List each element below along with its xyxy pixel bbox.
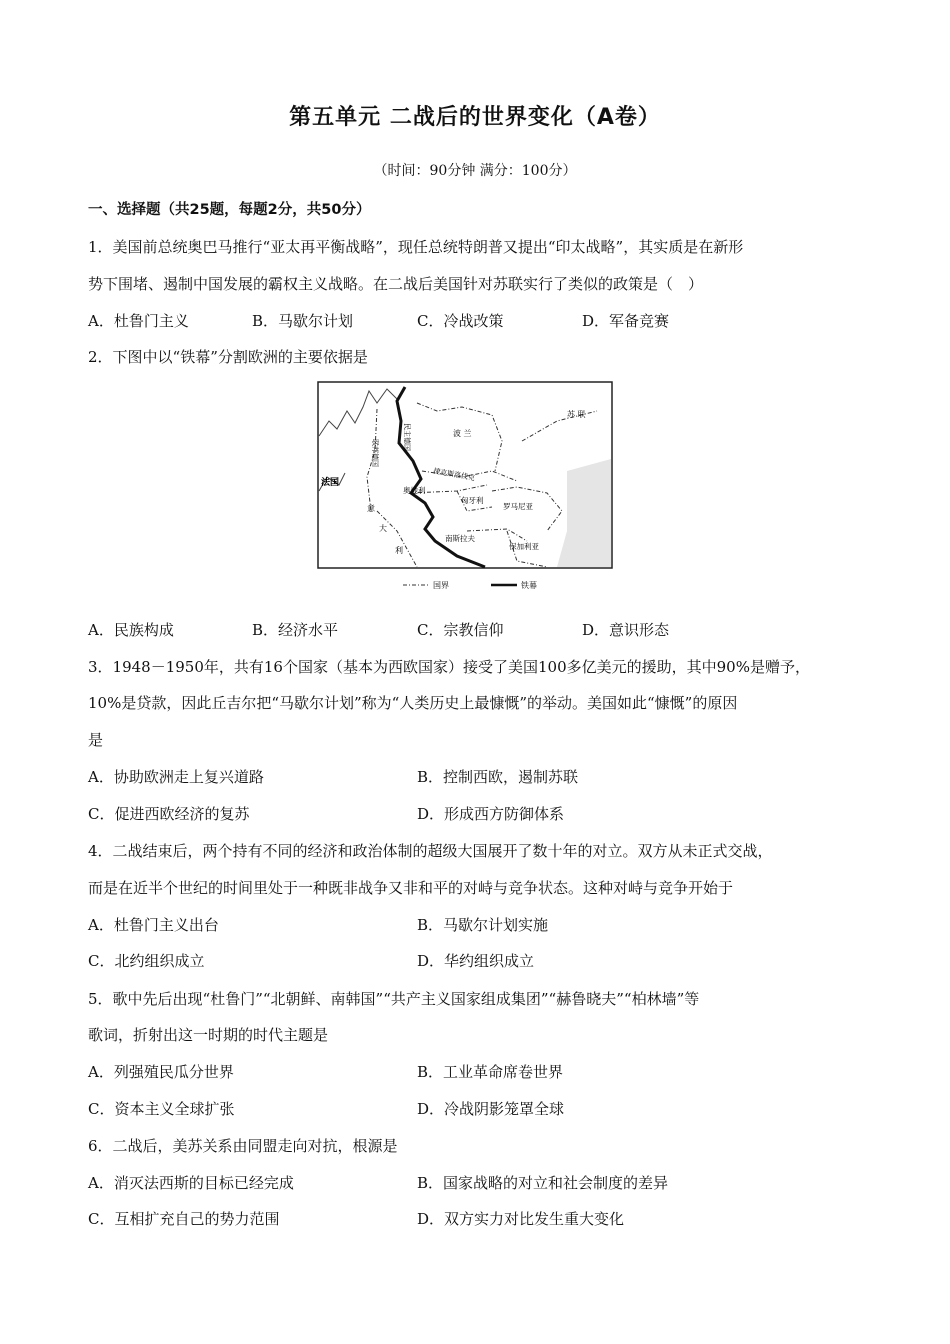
legend-border-label: 国界	[433, 581, 449, 590]
q3-option-c[interactable]: C．促进西欧经济的复苏	[88, 805, 250, 823]
q1-option-c[interactable]: C．冷战改策	[417, 312, 504, 330]
map-label-italy-2: 大	[379, 524, 387, 533]
map-label-austria: 奥地利	[403, 486, 426, 495]
question-1-text: 1．美国前总统奥巴马推行“亚太再平衡战略”，现任总统特朗普又提出“印太战略”，其实质是在新形	[88, 238, 744, 256]
q5-option-a[interactable]: A．列强殖民瓜分世界	[88, 1063, 234, 1081]
legend-curtain-label: 铁幕	[521, 581, 537, 590]
q1-option-d[interactable]: D．军备竞赛	[582, 312, 670, 330]
q1-option-a[interactable]: A．杜鲁门主义	[88, 312, 189, 330]
q4-option-b[interactable]: B．马歇尔计划实施	[417, 916, 549, 934]
q4-option-c[interactable]: C．北约组织成立	[88, 952, 205, 970]
question-6-text: 6．二战后，美苏关系由同盟走向对抗，根源是	[88, 1137, 398, 1155]
q5-option-c[interactable]: C．资本主义全球扩张	[88, 1100, 235, 1118]
map-label-france: 法国	[321, 478, 340, 488]
question-5-text-cont: 歌词，折射出这一时期的时代主题是	[88, 1026, 329, 1044]
question-3-text-cont: 10%是贷款，因此丘吉尔把“马歇尔计划”称为“人类历史上最慷慨”的举动。美国如此“慷慨”的原因	[88, 694, 738, 712]
q5-option-b[interactable]: B．工业革命席卷世界	[417, 1063, 564, 1081]
map-label-hungary: 匈牙利	[461, 496, 484, 505]
q3-option-d[interactable]: D．形成西方防御体系	[417, 805, 565, 823]
q4-option-d[interactable]: D．华约组织成立	[417, 952, 535, 970]
q2-option-b[interactable]: B．经济水平	[252, 621, 339, 639]
q4-option-a[interactable]: A．杜鲁门主义出台	[88, 916, 219, 934]
question-3-text: 3．1948－1950年，共有16个国家（基本为西欧国家）接受了美国100多亿美元的援助，其中90%是赠予，	[88, 658, 810, 676]
question-4-text: 4．二战结束后，两个持有不同的经济和政治体制的超级大国展开了数十年的对立。双方从未正式交战，	[88, 842, 773, 860]
map-label-czech: 捷克斯洛伐克	[432, 467, 476, 483]
q6-option-b[interactable]: B．国家战略的对立和社会制度的差异	[417, 1174, 669, 1192]
q3-option-a[interactable]: A．协助欧洲走上复兴道路	[88, 768, 264, 786]
map-label-italy-3: 利	[395, 546, 403, 555]
q6-option-a[interactable]: A．消灭法西斯的目标已经完成	[88, 1174, 294, 1192]
question-4-text-cont: 而是在近半个世纪的时间里处于一种既非战争又非和平的对峙与竞争状态。这种对峙与竞争开始于	[88, 879, 734, 897]
map-label-soviet: 苏 联	[567, 410, 586, 419]
map-label-yugoslavia: 南斯拉夫	[445, 534, 475, 543]
q2-option-a[interactable]: A．民族构成	[88, 621, 174, 639]
map-label-frg: 联邦德国	[371, 439, 379, 467]
map-label-romania: 罗马尼亚	[503, 502, 533, 511]
map-label-italy-1: 意	[367, 504, 375, 513]
q6-option-d[interactable]: D．双方实力对比发生重大变化	[417, 1210, 625, 1228]
map-label-gdr: 民主德国	[403, 423, 411, 451]
exam-info: （时间：90分钟 满分：100分）	[373, 163, 577, 179]
map-label-poland: 波 兰	[453, 429, 472, 438]
q1-option-b[interactable]: B．马歇尔计划	[252, 312, 354, 330]
section-heading: 一、选择题（共25题，每题2分，共50分）	[88, 202, 371, 218]
europe-iron-curtain-map	[317, 381, 613, 593]
question-5-text: 5．歌中先后出现“杜鲁门”“北朝鲜、南韩国”“共产主义国家组成集团”“赫鲁晓夫”“柏林墙”等	[88, 990, 700, 1008]
q3-option-b[interactable]: B．控制西欧，遏制苏联	[417, 768, 579, 786]
question-2-text: 2．下图中以“铁幕”分割欧洲的主要依据是	[88, 348, 368, 366]
question-3-text-cont2: 是	[88, 731, 104, 749]
q2-option-d[interactable]: D．意识形态	[582, 621, 670, 639]
question-1-text-cont: 势下围堵、遏制中国发展的霸权主义战略。在二战后美国针对苏联实行了类似的政策是（ ）	[88, 275, 704, 293]
q6-option-c[interactable]: C．互相扩充自己的势力范围	[88, 1210, 280, 1228]
page-title: 第五单元 二战后的世界变化（A卷）	[289, 105, 661, 130]
q2-option-c[interactable]: C．宗教信仰	[417, 621, 504, 639]
map-label-bulgaria: 保加利亚	[509, 542, 539, 551]
q5-option-d[interactable]: D．冷战阴影笼罩全球	[417, 1100, 565, 1118]
